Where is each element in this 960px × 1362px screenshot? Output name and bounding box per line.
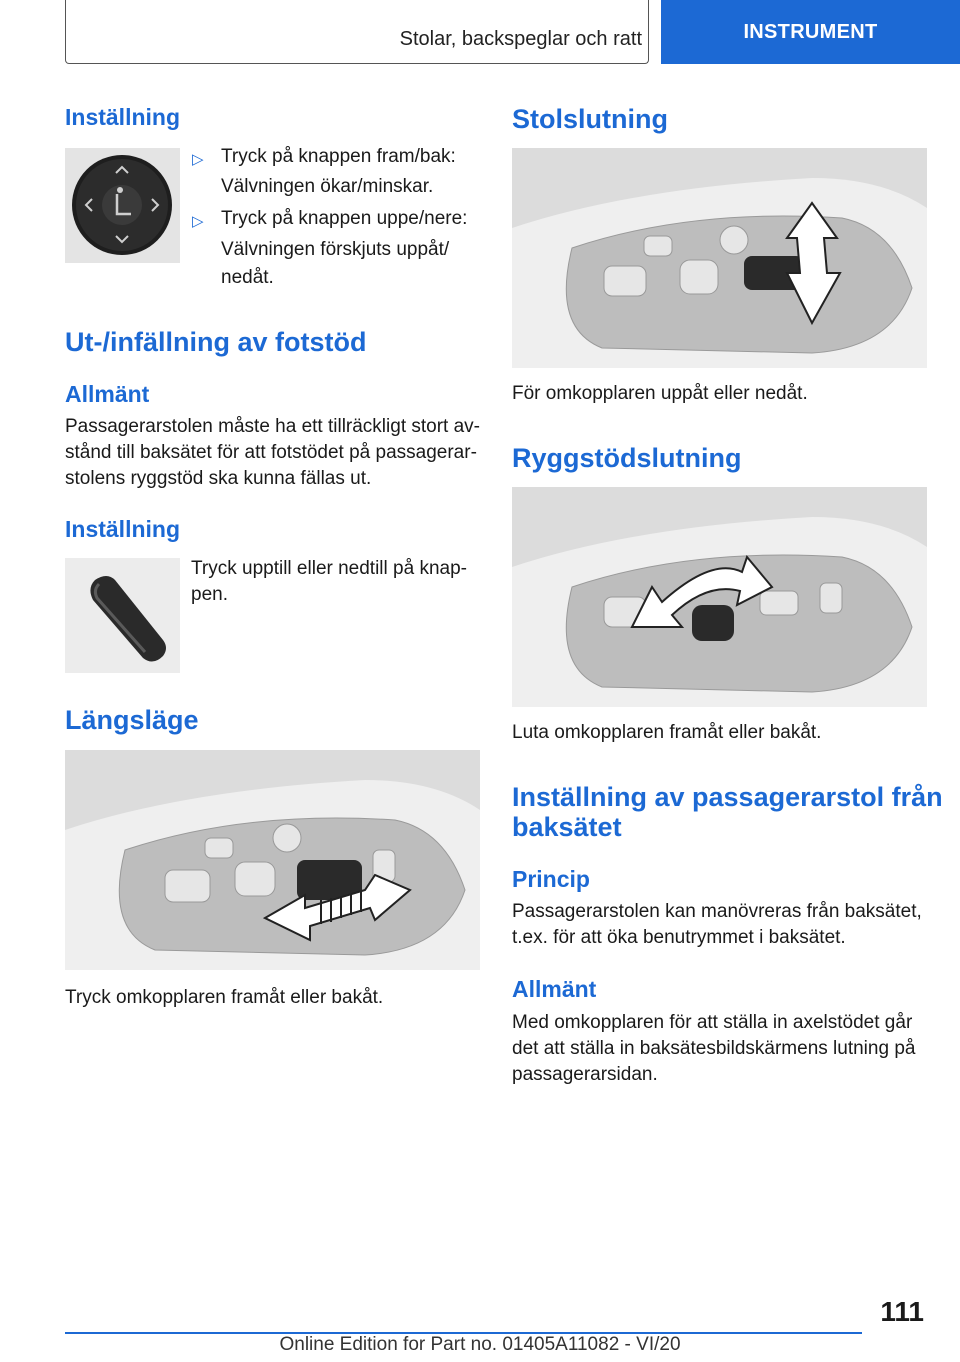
- allmant-right-line3: passagerarsidan.: [512, 1064, 658, 1085]
- lumbar-control-image: [65, 148, 180, 263]
- allmant-right-line1: Med omkopplaren för att ställa in axelstödet går: [512, 1012, 913, 1033]
- footrest-button-image: [65, 558, 180, 673]
- backrest-tilt-svg: [512, 487, 927, 707]
- stolslutning-caption: För omkopplaren uppåt eller nedåt.: [512, 383, 808, 404]
- heading-installning: Inställning: [65, 104, 180, 130]
- longitudinal-control-svg: [65, 750, 480, 970]
- heading-ryggstodslutning: Ryggstödslutning: [512, 443, 742, 473]
- heading-installning-2: Inställning: [65, 516, 180, 542]
- section-title: Stolar, backspeglar och ratt: [399, 28, 642, 50]
- princip-line1: Passagerarstolen kan manövreras från baksätet,: [512, 901, 922, 922]
- princip-line2: t.ex. för att öka benutrymmet i baksätet.: [512, 927, 846, 948]
- page-number: 111: [880, 1296, 924, 1327]
- ryggstod-caption: Luta omkopplaren framåt eller bakåt.: [512, 722, 822, 743]
- bullet-2-text: Tryck på knappen uppe/nere:: [221, 208, 468, 229]
- footer-edition: Online Edition for Part no. 01405A11082 - VI/20: [279, 1334, 681, 1355]
- installning2-line2: pen.: [191, 584, 228, 605]
- bullet-icon-1: ▷: [192, 151, 204, 168]
- heading-allmant-right: Allmänt: [512, 976, 597, 1002]
- installning2-line1: Tryck upptill eller nedtill på knap-: [191, 558, 467, 579]
- heading-fotstod: Ut-/infällning av fotstöd: [65, 327, 367, 357]
- backrest-tilt-image: [512, 487, 927, 707]
- heading-stolslutning: Stolslutning: [512, 104, 668, 134]
- langslage-caption: Tryck omkopplaren framåt eller bakåt.: [65, 987, 384, 1008]
- allmant-right-line2: det att ställa in baksätesbildskärmens lutning på: [512, 1038, 916, 1059]
- seat-tilt-image: [512, 148, 927, 368]
- heading-princip: Princip: [512, 866, 590, 892]
- allmant-left-line3: stolens ryggstöd ska kunna fällas ut.: [65, 468, 372, 489]
- bullet-icon-2: ▷: [192, 213, 204, 230]
- bullet-1-result: Välvningen ökar/minskar.: [221, 176, 434, 197]
- heading-allmant-left: Allmänt: [65, 381, 150, 407]
- heading-passagerarstol-line1: Inställning av passagerarstol från: [512, 782, 943, 812]
- longitudinal-control-image: [65, 750, 480, 970]
- bullet-1-text: Tryck på knappen fram/bak:: [221, 146, 456, 167]
- allmant-left-line1: Passagerarstolen måste ha ett tillräckligt stort av-: [65, 416, 481, 437]
- heading-passagerarstol-line2: baksätet: [512, 812, 622, 842]
- seat-tilt-svg: [512, 148, 927, 368]
- bullet-2-result-line2: nedåt.: [221, 267, 274, 288]
- heading-langslage: Längsläge: [65, 705, 199, 735]
- lumbar-control-svg: [65, 148, 180, 263]
- chapter-tab[interactable]: INSTRUMENT: [661, 0, 960, 64]
- allmant-left-line2: stånd till baksätet för att fotstödet på passagerar-: [65, 442, 477, 463]
- footrest-button-svg: [65, 558, 180, 673]
- bullet-2-result-line1: Välvningen förskjuts uppåt/: [221, 239, 450, 260]
